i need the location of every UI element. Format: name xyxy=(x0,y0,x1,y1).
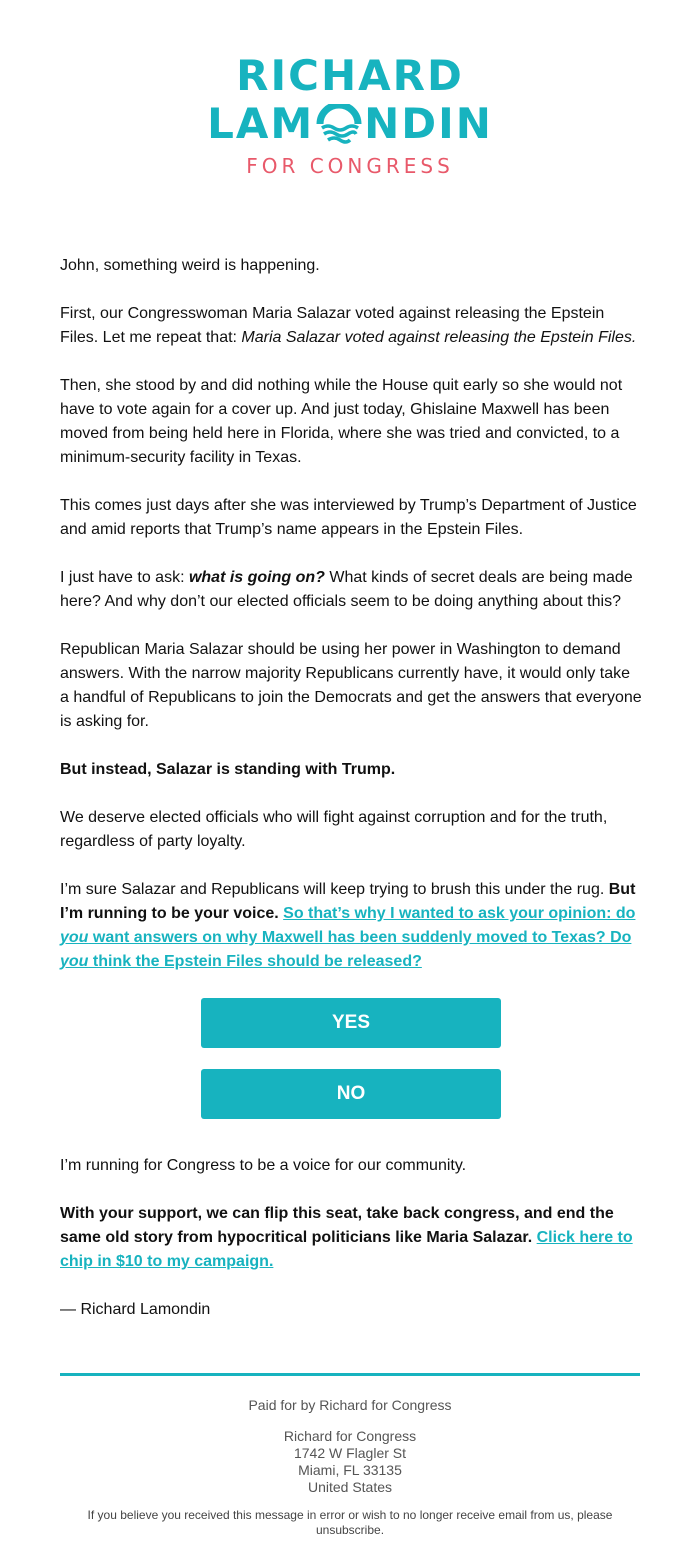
signature: — Richard Lamondin xyxy=(60,1301,211,1318)
logo-last-name-left: LAM xyxy=(207,99,315,148)
logo-first-name: RICHARD xyxy=(236,51,464,100)
logo-last-name-right: NDIN xyxy=(364,99,493,148)
wave-o-icon xyxy=(316,104,362,144)
opinion-survey-link[interactable]: So that’s why I wanted to ask your opinion: do you want answers on why Maxwell has been suddenly moved to Texas? Do you think the Epstein Files should be released? xyxy=(60,905,636,970)
email-footer xyxy=(60,1397,640,1538)
emphasis-what-is-going-on: what is going on? xyxy=(188,569,325,586)
paragraph-salazar-vote: First, our Congresswoman Maria Salazar voted against releasing the Epstein Files. Let me repeat that: Maria Salazar voted against releasing the Epstein Files. xyxy=(60,305,637,346)
yes-button[interactable]: YES xyxy=(201,998,501,1048)
paragraph-maxwell-moved: Then, she stood by and did nothing while the House quit early so she would not have to vote again for a cover up. And just today, Ghislaine Maxwell has been moved from being held here in Florida, where she was tried and convicted, to a minimum-security facility in Texas. xyxy=(60,377,623,466)
paragraph-standing-with-trump: But instead, Salazar is standing with Trump. xyxy=(60,761,396,778)
logo-tagline: FOR CONGRESS xyxy=(246,154,454,178)
paragraph-deserve-officials: We deserve elected officials who will fight against corruption and for the truth, regardless of party loyalty. xyxy=(60,809,608,850)
address-street: 1742 W Flagler St xyxy=(293,1445,407,1461)
donate-link[interactable]: Click here to chip in $10 to my campaign. xyxy=(60,1229,633,1270)
greeting: John, something weird is happening. xyxy=(60,257,320,274)
emphasis-your-voice: But I’m running to be your voice. xyxy=(60,881,636,922)
mailing-address xyxy=(60,1428,640,1496)
paid-for-disclaimer: Paid for by Richard for Congress xyxy=(248,1397,452,1413)
address-org: Richard for Congress xyxy=(283,1428,417,1444)
survey-buttons xyxy=(60,998,642,1119)
paragraph-question: I just have to ask: what is going on? What kinds of secret deals are being made here? And why don’t our elected officials seem to be doing anything about this? xyxy=(60,569,633,610)
paragraph-your-voice: I’m sure Salazar and Republicans will keep trying to brush this under the rug. But I’m running to be your voice. So that’s why I wanted to ask your opinion: do you want answers on why Maxwell has been suddenly moved to Texas? Do you think the Epstein Files should be released? xyxy=(60,881,636,970)
no-button[interactable]: NO xyxy=(201,1069,501,1119)
email-body xyxy=(60,254,642,1346)
footer-divider xyxy=(60,1373,640,1376)
unsubscribe-notice: If you believe you received this message in error or wish to no longer receive email from us, please unsubscribe. xyxy=(87,1508,613,1537)
paragraph-doj-interview: This comes just days after she was interviewed by Trump’s Department of Justice and amid reports that Trump’s name appears in the Epstein Files. xyxy=(60,497,637,538)
paragraph-running-for-congress: I’m running for Congress to be a voice for our community. xyxy=(60,1157,467,1174)
unsubscribe-link[interactable]: unsubscribe xyxy=(315,1523,381,1537)
paragraph-donate: With your support, we can flip this seat, take back congress, and end the same old story from hypocritical politicians like Maria Salazar. Click here to chip in $10 to my campaign. xyxy=(60,1205,633,1270)
logo-last-name xyxy=(207,99,493,148)
address-city: Miami, FL 33135 xyxy=(298,1462,402,1478)
campaign-logo xyxy=(0,51,700,178)
address-country: United States xyxy=(307,1479,393,1495)
paragraph-demand-answers: Republican Maria Salazar should be using her power in Washington to demand answers. With the narrow majority Republicans currently have, it would only take a handful of Republicans to join the Democrats and get the answers that everyone is asking for. xyxy=(60,641,642,730)
emphasis-salazar-vote: Maria Salazar voted against releasing the Epstein Files. xyxy=(241,329,637,346)
